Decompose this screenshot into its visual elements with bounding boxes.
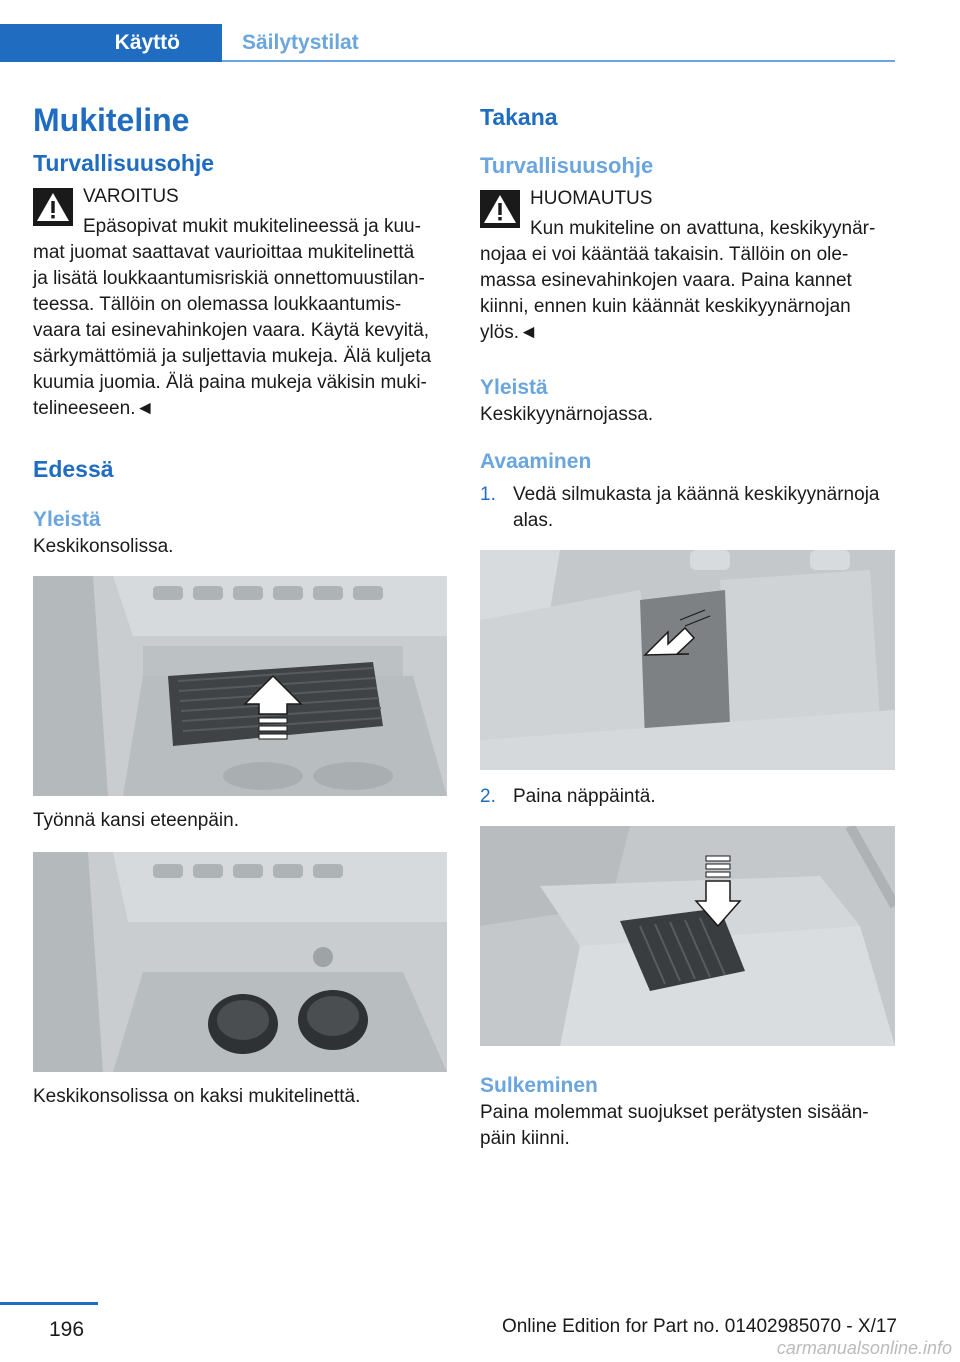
warning-line: vaara tai esinevahinkojen vaara. Käytä kevyitä, [33, 320, 430, 341]
notice-first-line: Kun mukiteline on avattuna, keskikyynär- [530, 218, 876, 239]
step-2 [480, 784, 898, 810]
general-text: Keskikonsolissa. [33, 536, 174, 557]
illustration-press-button [480, 826, 895, 1046]
warning-triangle-icon [480, 190, 520, 228]
warning-line: ja lisätä loukkaantumisriskiä onnettomuustilan- [33, 268, 425, 289]
watermark: carmanualsonline.info [776, 1338, 952, 1358]
warning-line: mat juomat saattavat vaurioittaa mukitelinettä [33, 242, 415, 263]
left-column [33, 100, 449, 1110]
notice-label: HUOMAUTUS [530, 188, 653, 209]
step-number: 1. [480, 484, 496, 505]
illustration-rear-armrest [480, 550, 895, 770]
closing-line: päin kiinni. [480, 1128, 570, 1149]
chapter-tab-active: Käyttö [0, 24, 222, 62]
notice-line: ylös.◄ [480, 322, 538, 343]
rear-title: Takana [480, 104, 558, 130]
step-1 [480, 482, 898, 534]
step-text: Vedä silmukasta ja käännä keskikyynärnoja [513, 484, 880, 505]
safety-heading: Turvallisuusohje [33, 150, 215, 176]
warning-line: kuumia juomia. Älä paina mukeja väkisin muki- [33, 372, 427, 393]
warning-first-line: Epäsopivat mukit mukitelineessä ja kuu- [83, 216, 421, 237]
header-divider [222, 60, 895, 62]
illustration-console-lid [33, 576, 447, 796]
notice-line: massa esinevahinkojen vaara. Paina kannet [480, 270, 852, 291]
general-heading: Yleistä [480, 376, 548, 399]
step-text: alas. [513, 510, 554, 531]
step-text: Paina näppäintä. [513, 786, 656, 807]
safety-heading: Turvallisuusohje [480, 153, 654, 178]
front-heading: Edessä [33, 456, 114, 482]
warning-triangle-icon [33, 188, 73, 226]
step-number: 2. [480, 786, 496, 807]
notice-block [480, 186, 898, 346]
page-number: 196 [49, 1318, 85, 1341]
right-column [480, 100, 898, 1152]
chapter-header [0, 24, 895, 62]
warning-line: särkymättömiä ja suljettavia mukeja. Älä kuljeta [33, 346, 432, 367]
page-title: Mukiteline [33, 102, 190, 138]
edition-note: Online Edition for Part no. 01402985070 - X/17 [501, 1316, 897, 1337]
warning-line: telineeseen.◄ [33, 398, 155, 419]
warning-block [33, 184, 449, 422]
notice-line: kiinni, ennen kuin käännät keskikyynärnojan [480, 296, 851, 317]
general-heading: Yleistä [33, 508, 101, 531]
illustration-cupholders [33, 852, 447, 1072]
general-text: Keskikyynärnojassa. [480, 404, 654, 425]
warning-label: VAROITUS [83, 186, 179, 207]
closing-line: Paina molemmat suojukset perätysten sisään- [480, 1102, 869, 1123]
notice-line: nojaa ei voi kääntää takaisin. Tällöin on ole- [480, 244, 849, 265]
footer-divider [0, 1302, 98, 1305]
opening-heading: Avaaminen [480, 450, 592, 473]
caption-console-lid: Työnnä kansi eteenpäin. [33, 810, 239, 831]
closing-heading: Sulkeminen [480, 1074, 598, 1097]
warning-line: teessa. Tällöin on olemassa loukkaantumis- [33, 294, 402, 315]
section-tab: Säilytystilat [242, 31, 359, 54]
caption-cupholders: Keskikonsolissa on kaksi mukitelinettä. [33, 1086, 361, 1107]
